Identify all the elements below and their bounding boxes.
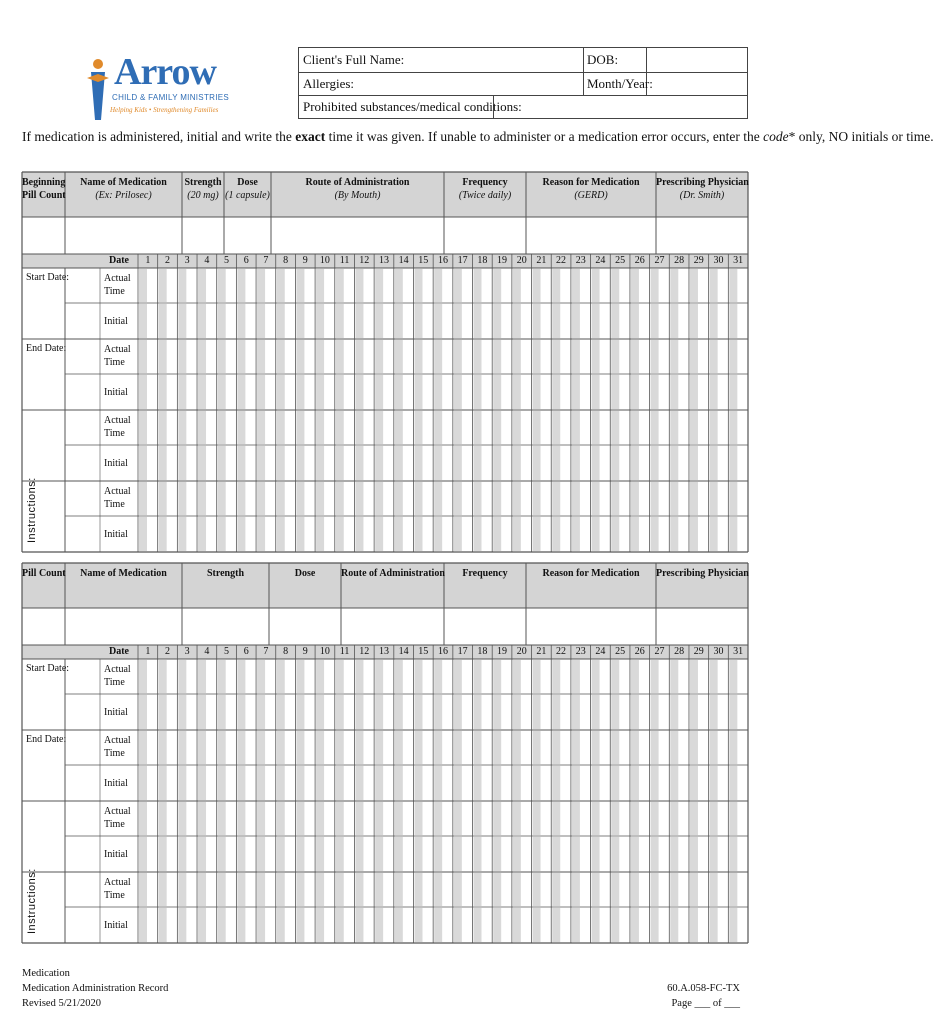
actual-time-label-2: Time bbox=[104, 677, 125, 688]
month-year-label: Month/Year: bbox=[587, 76, 653, 91]
frequency-header: Frequency bbox=[462, 177, 508, 188]
day-number-27: 27 bbox=[654, 255, 665, 266]
actual-time-label-2: Time bbox=[104, 286, 125, 297]
initial-label: Initial bbox=[104, 849, 128, 860]
day-number-17: 17 bbox=[457, 255, 468, 266]
initial-label: Initial bbox=[104, 778, 128, 789]
actual-time-label-1: Actual bbox=[104, 877, 131, 888]
footer-right bbox=[648, 981, 740, 1011]
end-date-label: End Date: bbox=[26, 343, 67, 354]
reason-example: (GERD) bbox=[574, 190, 608, 201]
day-number-10: 10 bbox=[319, 646, 330, 657]
day-number-25: 25 bbox=[615, 646, 626, 657]
reason-header: Reason for Medication bbox=[542, 568, 640, 579]
name-header: Name of Medication bbox=[80, 177, 167, 188]
day-number-21: 21 bbox=[536, 646, 547, 657]
instruction-bold: exact bbox=[295, 129, 326, 144]
day-number-3: 3 bbox=[184, 255, 190, 266]
footer-line-2: Medication Administration Record bbox=[22, 983, 169, 994]
day-number-10: 10 bbox=[319, 255, 330, 266]
day-number-29: 29 bbox=[693, 255, 704, 266]
day-number-18: 18 bbox=[477, 646, 488, 657]
strength-header: Strength bbox=[184, 177, 222, 188]
day-number-18: 18 bbox=[477, 255, 488, 266]
day-number-29: 29 bbox=[693, 646, 704, 657]
day-number-8: 8 bbox=[283, 646, 289, 657]
initial-label: Initial bbox=[104, 529, 128, 540]
date-label: Date bbox=[109, 646, 129, 657]
day-number-24: 24 bbox=[595, 646, 606, 657]
logo-tagline: Helping Kids • Strengthening Families bbox=[110, 106, 219, 114]
day-number-7: 7 bbox=[263, 646, 269, 657]
frequency-example: (Twice daily) bbox=[458, 190, 512, 201]
day-number-23: 23 bbox=[575, 255, 586, 266]
day-number-11: 11 bbox=[339, 646, 350, 657]
prohibited-label: Prohibited substances/medical conditions: bbox=[303, 99, 522, 114]
actual-time-label-1: Actual bbox=[104, 806, 131, 817]
day-number-5: 5 bbox=[224, 255, 230, 266]
day-number-19: 19 bbox=[497, 255, 508, 266]
instruction-part1: If medication is administered, initial and write the bbox=[22, 129, 296, 144]
day-number-2: 2 bbox=[165, 646, 170, 657]
day-number-24: 24 bbox=[595, 255, 606, 266]
actual-time-label-2: Time bbox=[104, 357, 125, 368]
strength-example: (20 mg) bbox=[187, 190, 219, 201]
pill-count-header: Pill Count bbox=[22, 568, 66, 579]
day-number-9: 9 bbox=[302, 255, 308, 266]
actual-time-label-1: Actual bbox=[104, 664, 131, 675]
day-number-5: 5 bbox=[224, 646, 230, 657]
actual-time-label-1: Actual bbox=[104, 486, 131, 497]
day-number-6: 6 bbox=[243, 646, 249, 657]
day-number-11: 11 bbox=[339, 255, 350, 266]
name-header: Name of Medication bbox=[80, 568, 167, 579]
instructions-label: Instructions: bbox=[26, 477, 38, 543]
actual-time-label-2: Time bbox=[104, 819, 125, 830]
actual-time-label-2: Time bbox=[104, 499, 125, 510]
actual-time-label-2: Time bbox=[104, 890, 125, 901]
physician-header: Prescribing Physician bbox=[656, 568, 749, 579]
day-number-13: 13 bbox=[378, 646, 389, 657]
strength-header: Strength bbox=[206, 568, 245, 579]
day-number-9: 9 bbox=[302, 646, 308, 657]
dose-header: Dose bbox=[237, 177, 258, 188]
day-number-23: 23 bbox=[575, 646, 586, 657]
day-number-15: 15 bbox=[418, 646, 429, 657]
initial-label: Initial bbox=[104, 920, 128, 931]
day-number-27: 27 bbox=[654, 646, 665, 657]
logo-wordmark: Arrow bbox=[114, 51, 216, 93]
day-number-30: 30 bbox=[713, 646, 724, 657]
day-number-22: 22 bbox=[556, 646, 567, 657]
date-label: Date bbox=[109, 255, 129, 266]
day-number-1: 1 bbox=[145, 255, 151, 266]
day-number-31: 31 bbox=[733, 255, 744, 266]
footer-left bbox=[22, 966, 168, 1011]
day-number-1: 1 bbox=[145, 646, 151, 657]
day-number-20: 20 bbox=[516, 255, 527, 266]
dose-header: Dose bbox=[294, 568, 316, 579]
actual-time-label-1: Actual bbox=[104, 273, 131, 284]
start-date-label: Start Date: bbox=[26, 663, 70, 674]
day-number-3: 3 bbox=[184, 646, 190, 657]
day-number-26: 26 bbox=[634, 646, 645, 657]
day-number-25: 25 bbox=[615, 255, 626, 266]
actual-time-label-2: Time bbox=[104, 428, 125, 439]
day-number-20: 20 bbox=[516, 646, 527, 657]
day-number-16: 16 bbox=[437, 646, 448, 657]
initial-label: Initial bbox=[104, 458, 128, 469]
instruction-italic: code bbox=[763, 129, 789, 144]
day-number-14: 14 bbox=[398, 255, 409, 266]
end-date-label: End Date: bbox=[26, 734, 67, 745]
day-number-17: 17 bbox=[457, 646, 468, 657]
actual-time-label-1: Actual bbox=[104, 344, 131, 355]
footer-line-3: Revised 5/21/2020 bbox=[22, 998, 102, 1009]
instructions-label: Instructions: bbox=[26, 868, 38, 934]
day-number-28: 28 bbox=[674, 646, 685, 657]
pill-count-header-2: Pill Count bbox=[22, 190, 66, 201]
day-number-6: 6 bbox=[243, 255, 249, 266]
instruction-part3: * only, NO initials or time. bbox=[788, 129, 934, 144]
reason-header: Reason for Medication bbox=[542, 177, 640, 188]
route-header: Route of Administration bbox=[305, 177, 410, 188]
day-number-13: 13 bbox=[378, 255, 389, 266]
actual-time-label-1: Actual bbox=[104, 415, 131, 426]
day-number-21: 21 bbox=[536, 255, 547, 266]
day-number-15: 15 bbox=[418, 255, 429, 266]
pill-count-header-1: Beginning bbox=[22, 177, 66, 188]
start-date-label: Start Date: bbox=[26, 272, 70, 283]
actual-time-label-1: Actual bbox=[104, 735, 131, 746]
route-example: (By Mouth) bbox=[334, 190, 381, 201]
day-number-12: 12 bbox=[359, 255, 370, 266]
day-number-16: 16 bbox=[437, 255, 448, 266]
day-number-26: 26 bbox=[634, 255, 645, 266]
route-header: Route of Administration bbox=[341, 568, 445, 579]
day-number-19: 19 bbox=[497, 646, 508, 657]
day-number-4: 4 bbox=[204, 255, 210, 266]
day-number-8: 8 bbox=[283, 255, 289, 266]
footer-line-1: Medication bbox=[22, 968, 70, 979]
dose-example: (1 capsule) bbox=[225, 190, 270, 201]
day-number-31: 31 bbox=[733, 646, 744, 657]
dob-label: DOB: bbox=[587, 52, 619, 67]
day-number-30: 30 bbox=[713, 255, 724, 266]
day-number-28: 28 bbox=[674, 255, 685, 266]
frequency-header: Frequency bbox=[462, 568, 508, 579]
physician-example: (Dr. Smith) bbox=[679, 190, 725, 201]
allergies-label: Allergies: bbox=[303, 76, 355, 91]
initial-label: Initial bbox=[104, 707, 128, 718]
initial-label: Initial bbox=[104, 387, 128, 398]
day-number-4: 4 bbox=[204, 646, 210, 657]
day-number-7: 7 bbox=[263, 255, 269, 266]
day-number-22: 22 bbox=[556, 255, 567, 266]
form-code: 60.A.058-FC-TX bbox=[667, 983, 740, 994]
logo-subtitle: CHILD & FAMILY MINISTRIES bbox=[112, 93, 230, 102]
name-example: (Ex: Prilosec) bbox=[95, 190, 152, 201]
day-number-14: 14 bbox=[398, 646, 409, 657]
page-number: Page ___ of ___ bbox=[671, 998, 740, 1009]
day-number-2: 2 bbox=[165, 255, 170, 266]
initial-label: Initial bbox=[104, 316, 128, 327]
physician-header: Prescribing Physician bbox=[656, 177, 749, 188]
actual-time-label-2: Time bbox=[104, 748, 125, 759]
client-name-label: Client's Full Name: bbox=[303, 52, 405, 67]
instruction-part2: time it was given. If unable to administer or a medication error occurs, enter the bbox=[325, 129, 764, 144]
day-number-12: 12 bbox=[359, 646, 370, 657]
